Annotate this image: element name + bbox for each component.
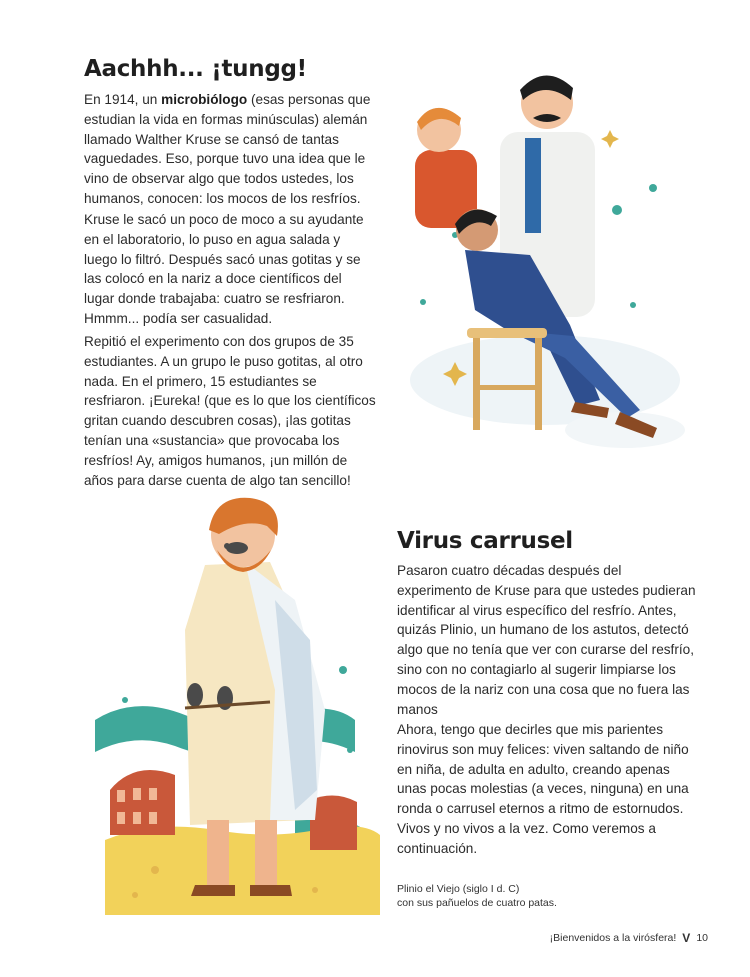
intro-text-start: En 1914, un xyxy=(84,92,162,107)
section-title-aachhh: Aachhh... ¡tungg! xyxy=(84,56,307,82)
caption-line-2: con sus pañuelos de cuatro patas. xyxy=(397,897,557,909)
section-title-virus-carrusel: Virus carrusel xyxy=(397,528,573,554)
scientists-illustration xyxy=(395,40,695,480)
paragraph-kruse-decades: Pasaron cuatro décadas después del experimento de Kruse para que ustedes pudieran identificar al virus específico del resfrío. Antes, quizás Plinio, un humano de los astutos, detectó algo que no tenía que ver con curarse del resfrío, sino con no contagiarlo al sugerir limpiarse los mocos de la nariz con una cosa que no fuera las manos xyxy=(397,563,696,717)
term-microbiologo: microbiólogo xyxy=(161,92,248,107)
intro-text-rest: (esas personas que estudian la vida en formas minúsculas) alemán llamado Walther Kruse se cansó de tantas vaguedades. Eso, porque tuvo una idea que le vino de observar algo que todos ustedes, los humanos, conocen: los mocos de los resfríos. xyxy=(84,92,371,206)
illustration-caption xyxy=(397,882,557,910)
caption-line-1: Plinio el Viejo (siglo I d. C) xyxy=(397,883,520,895)
paragraph-kruse-experiment: Kruse le sacó un poco de moco a su ayudante en el laboratorio, lo puso en agua salada y luego lo filtró. Después sacó unas gotitas y se las colocó en la nariz a doce científicos del lugar donde trabajaba: cuatro se resfriaron. Hmmm... podía ser casualidad. xyxy=(84,212,364,326)
page-number: 10 xyxy=(696,932,708,944)
footer-book-title: ¡Bienvenidos a la virósfera! xyxy=(549,932,677,944)
paragraph-repeat-experiment: Repitió el experimento con dos grupos de 35 estudiantes. A un grupo le puso gotitas, al otro nada. En el primero, 15 estudiantes se resfriaron. ¡Eureka! (que es lo que los científicos gritan cuando descubren cosas), ¡las gotitas tenían una «sustancia» que provocaba los resfríos! Ay, amigos humanos, ¡un millón de años para darse cuenta de algo tan sencillo! xyxy=(84,334,376,488)
page-footer xyxy=(550,931,708,945)
paragraph-rinovirus: Ahora, tengo que decirles que mis parientes rinovirus son muy felices: viven saltando de niño en niña, de adulta en adulto, creando apenas unas pocas molestias (a veces, ninguna) en una ronda o carrusel eternos a ritmo de estornudos. Vivos y no vivos a la vez. Como veremos a continuación. xyxy=(397,722,689,856)
virus-mark-icon: V xyxy=(682,931,691,945)
paragraph-intro xyxy=(84,90,384,209)
plinio-illustration xyxy=(95,490,385,930)
